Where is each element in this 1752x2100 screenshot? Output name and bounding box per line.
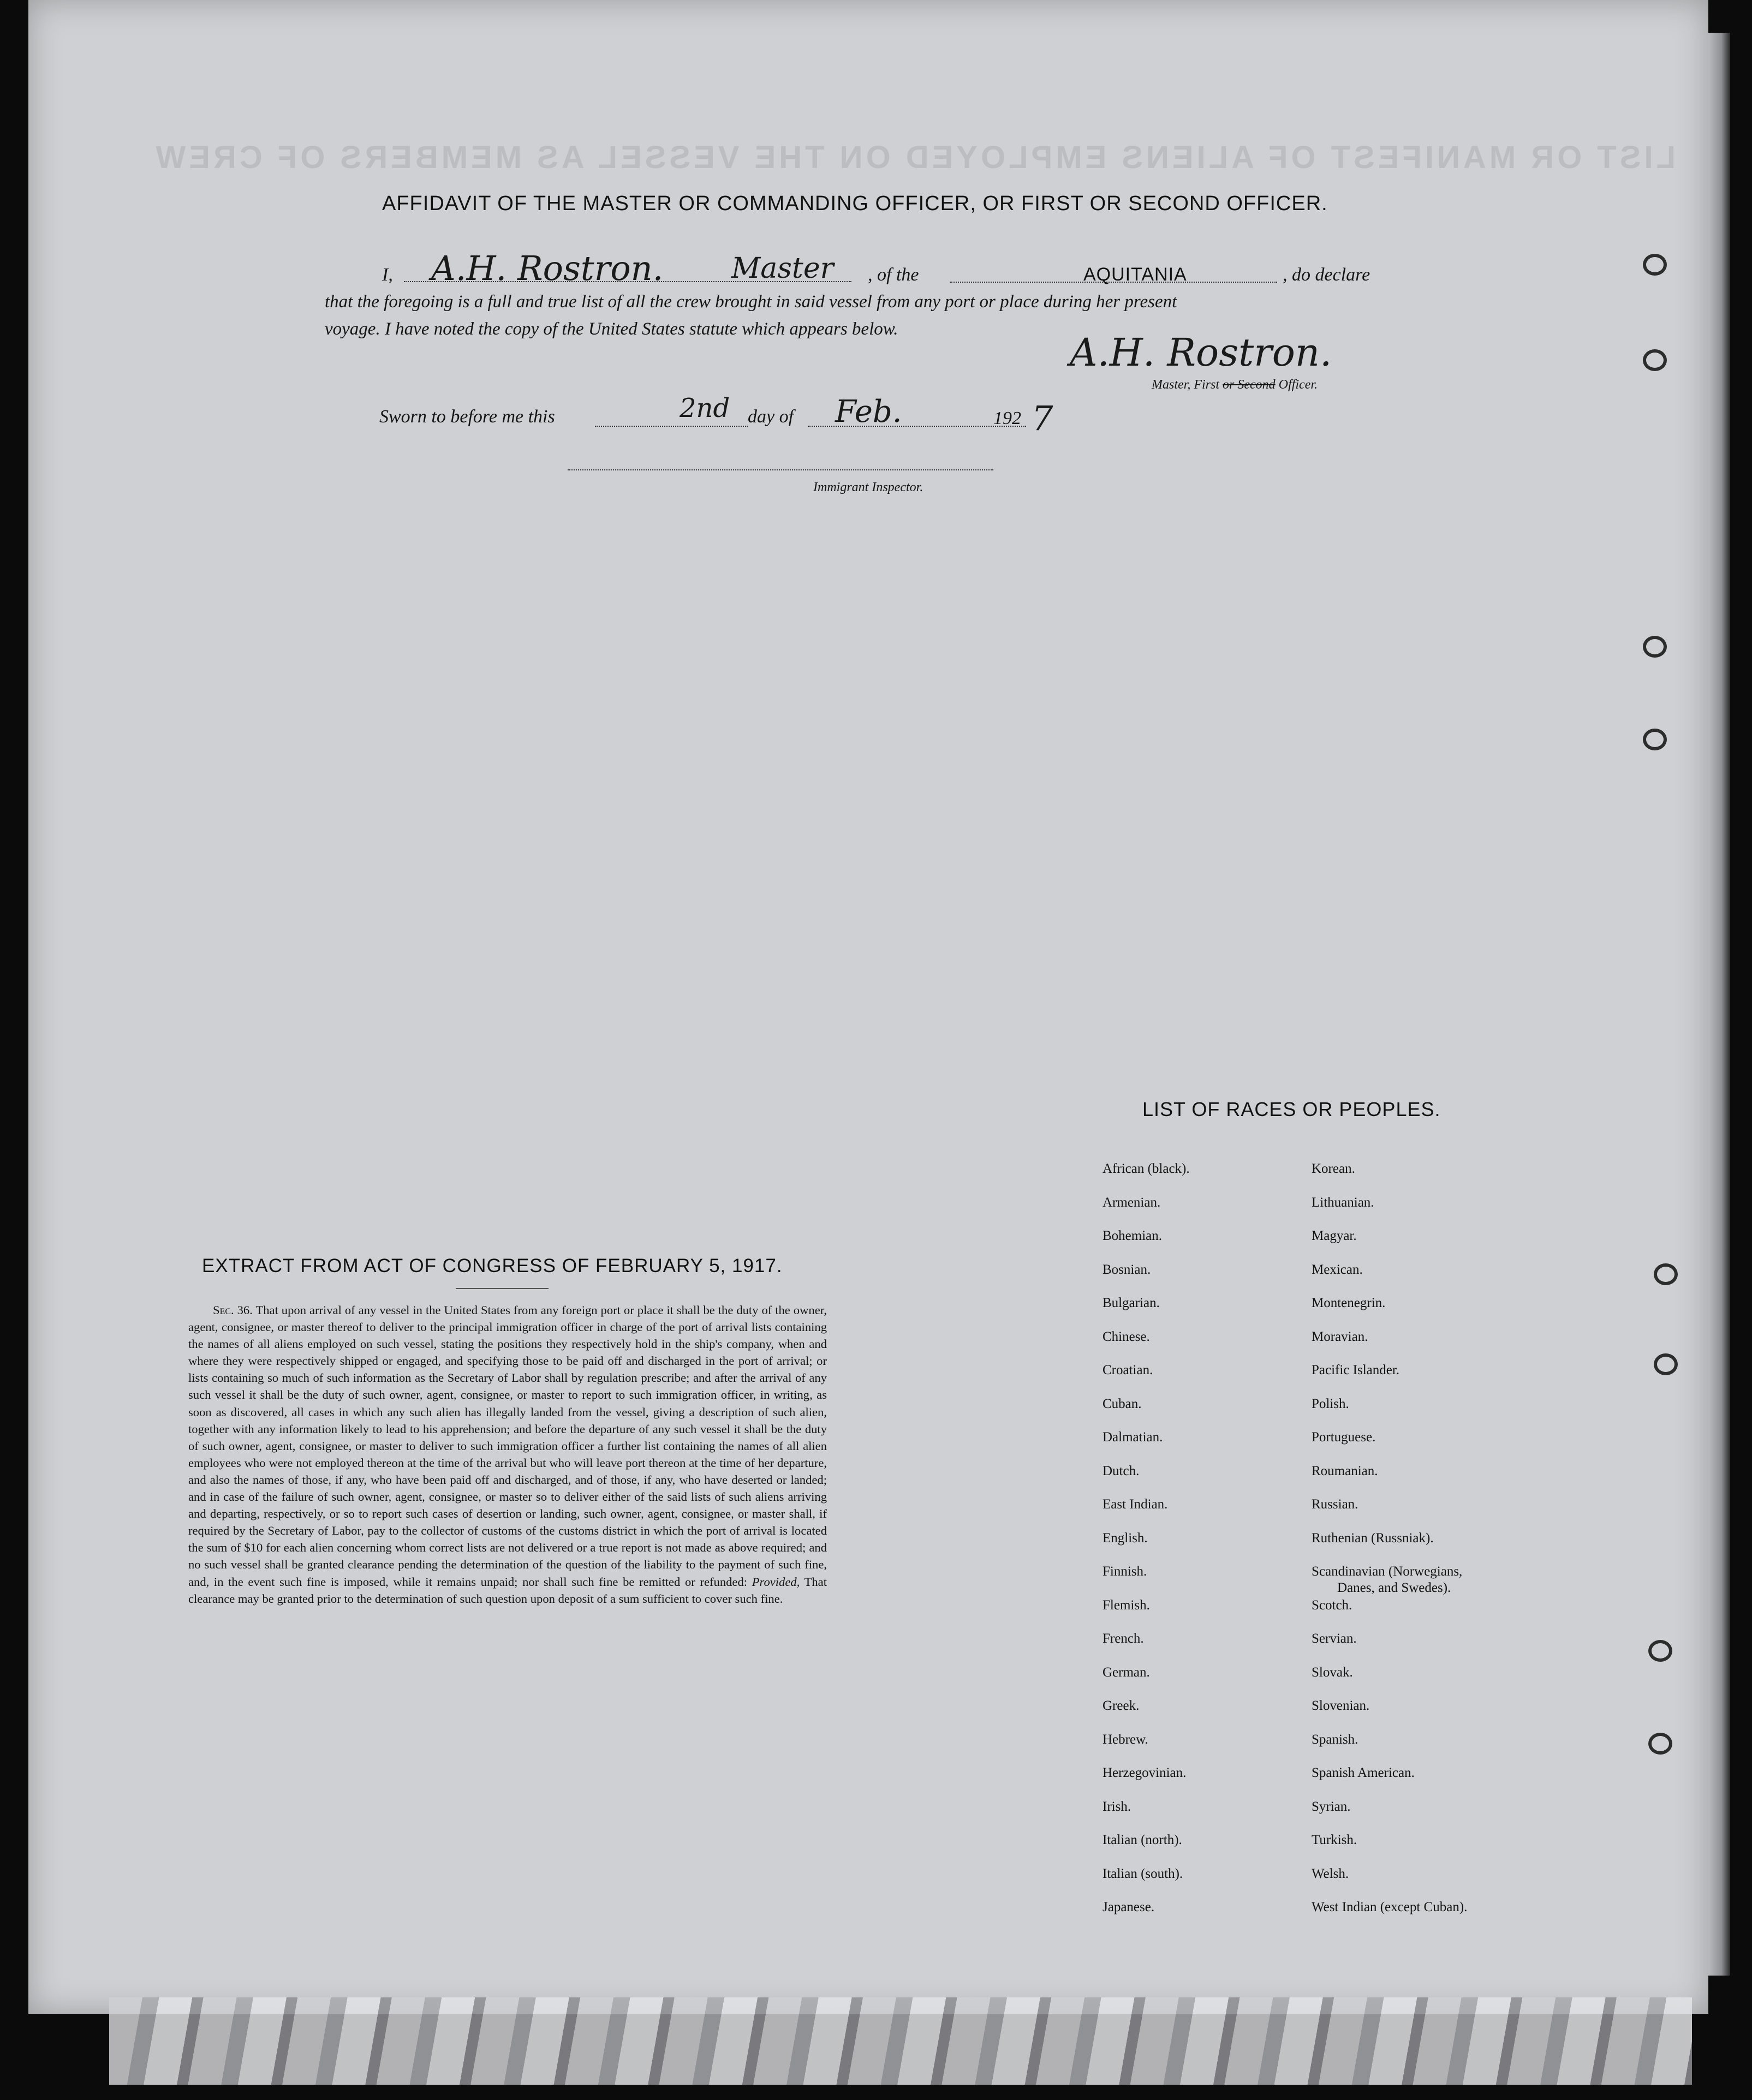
race-item: Slovenian. — [1312, 1698, 1370, 1713]
race-item: Bosnian. — [1103, 1262, 1151, 1277]
sworn-day-underline — [595, 426, 748, 427]
punch-hole — [1648, 1733, 1672, 1755]
punch-hole — [1643, 636, 1667, 658]
race-item: East Indian. — [1103, 1497, 1168, 1512]
race-item: Welsh. — [1312, 1866, 1349, 1881]
race-item: Polish. — [1312, 1396, 1349, 1411]
race-item-continuation: Danes, and Swedes). — [1337, 1580, 1451, 1595]
vessel-name: AQUITANIA — [1083, 264, 1187, 285]
race-item: Montenegrin. — [1312, 1296, 1386, 1310]
race-item: Spanish American. — [1312, 1765, 1415, 1780]
provided-word: Provided, — [752, 1574, 800, 1589]
extract-rule — [456, 1288, 549, 1289]
race-item: Greek. — [1103, 1698, 1140, 1713]
signature-caption — [1152, 378, 1318, 392]
race-item: Moravian. — [1312, 1329, 1368, 1344]
race-item: Flemish. — [1103, 1597, 1150, 1613]
page-edge — [1708, 33, 1730, 1976]
punch-hole — [1648, 1640, 1672, 1662]
race-item: Ruthenian (Russniak). — [1312, 1530, 1434, 1546]
race-item: Magyar. — [1312, 1228, 1357, 1243]
signature-caption-struck: or Second — [1223, 378, 1276, 392]
extract-title: EXTRACT FROM ACT OF CONGRESS OF FEBRUARY 5, 1917. — [202, 1255, 783, 1276]
punch-hole — [1643, 349, 1667, 371]
race-item: Italian (north). — [1103, 1833, 1182, 1847]
race-item: Dutch. — [1103, 1463, 1140, 1478]
race-item: Italian (south). — [1103, 1866, 1183, 1881]
race-item: Mexican. — [1312, 1262, 1363, 1277]
master-signature: A.H. Rostron. — [1070, 330, 1332, 375]
race-item: Servian. — [1312, 1631, 1357, 1646]
race-item: Pacific Islander. — [1312, 1363, 1400, 1377]
torn-bottom-edge — [109, 1997, 1692, 2085]
affidavit-line2: that the foregoing is a full and true list of all the crew brought in said vessel from any port or place during her present — [325, 292, 1177, 312]
race-item: African (black). — [1103, 1161, 1190, 1176]
punch-hole — [1643, 729, 1667, 750]
inspector-caption: Immigrant Inspector. — [813, 480, 923, 494]
sworn-day-of: day of — [748, 407, 794, 427]
race-item: Chinese. — [1103, 1329, 1150, 1344]
sworn-year-handwritten: 7 — [1032, 398, 1053, 438]
race-item: Syrian. — [1312, 1799, 1351, 1814]
race-item: West Indian (except Cuban). — [1312, 1900, 1468, 1914]
vessel-underline — [950, 282, 1277, 283]
sworn-day-handwritten: 2nd — [680, 393, 730, 423]
signature-caption-prefix: Master, First — [1152, 378, 1220, 392]
race-item: Russian. — [1312, 1497, 1358, 1512]
race-item: Japanese. — [1103, 1900, 1155, 1914]
do-declare-text: , do declare — [1283, 265, 1370, 285]
affidavit-line3: voyage. I have noted the copy of the United States statute which appears below. — [325, 319, 898, 339]
extract-text-end: That clearance may be granted prior to the determination of such question upon deposit of a sum sufficient to cover such fine. — [188, 1574, 827, 1606]
race-item: Spanish. — [1312, 1732, 1358, 1747]
race-item: French. — [1103, 1631, 1144, 1646]
race-item: Scotch. — [1312, 1597, 1352, 1613]
sworn-prefix: Sworn to before me this — [379, 407, 555, 427]
punch-hole — [1654, 1353, 1678, 1375]
race-item: Hebrew. — [1103, 1732, 1148, 1747]
sworn-month-handwritten: Feb. — [835, 394, 902, 429]
affidavit-title: AFFIDAVIT OF THE MASTER OR COMMANDING OFFICER, OR FIRST OR SECOND OFFICER. — [382, 192, 1328, 215]
master-name-handwritten: A.H. Rostron. — [431, 248, 664, 288]
signature-caption-suffix: Officer. — [1278, 378, 1318, 392]
race-item: Bohemian. — [1103, 1228, 1163, 1243]
race-item: Dalmatian. — [1103, 1430, 1163, 1445]
race-item: Portuguese. — [1312, 1430, 1376, 1445]
inspector-signature-line — [568, 469, 993, 470]
section-label: Sec. 36. — [213, 1303, 253, 1317]
race-item: English. — [1103, 1530, 1148, 1546]
race-item: Turkish. — [1312, 1833, 1357, 1847]
race-item: Armenian. — [1103, 1195, 1161, 1210]
of-the-text: , of the — [868, 265, 919, 285]
race-item: German. — [1103, 1665, 1150, 1680]
race-item: Lithuanian. — [1312, 1195, 1374, 1210]
extract-body — [188, 1302, 827, 1607]
race-item: Finnish. — [1103, 1564, 1147, 1579]
race-item: Roumanian. — [1312, 1463, 1378, 1478]
race-item: Cuban. — [1103, 1396, 1142, 1411]
sworn-year-printed: 192 — [993, 408, 1021, 428]
race-item: Herzegovinian. — [1103, 1765, 1187, 1780]
race-item: Slovak. — [1312, 1665, 1353, 1680]
race-item: Scandinavian (Norwegians, — [1312, 1564, 1463, 1579]
race-item: Korean. — [1312, 1161, 1355, 1176]
punch-hole — [1643, 254, 1667, 276]
affidavit-line1-prefix: I, — [382, 265, 393, 285]
race-item: Bulgarian. — [1103, 1296, 1160, 1310]
extract-text-main: That upon arrival of any vessel in the United States from any foreign port or place it shall be the duty of the owner, agent, consignee, or master thereof to deliver to the principal immigration officer in charge of the port of arrival lists containing the names of all aliens employed on such vessel, stating the positions they respectively hold in the ship's company, when and where they were respectively shipped or engaged, and specifying those to be paid off and discharged in the port of arrival; or lists containing so much of such information as the Secretary of Labor shall by regulation prescribe; and after the arrival of any such vessel it shall be the duty of such owner, agent, consignee, or master to report to such immigration officer, in writing, as soon as discovered, all cases in which any such alien has illegally landed from the vessel, giving a description of such alien, together with any information likely to lead to his apprehension; and before the departure of any such vessel it shall be the duty of such owner, agent, consignee, or master to deliver to such immigration officer a further list containing the names of all alien employees who were not employed thereon at the time of the arrival but who will leave port thereon at the time of her departure, and also the names of those, if any, who have been paid off and discharged, and of those, if any, who have deserted or landed; and in case of the failure of such owner, agent, consignee, or master so to deliver either of the said lists of such aliens arriving and departing, respectively, or so to report such cases of desertion or landing, such owner, agent, consignee, or master shall, if required by the Secretary of Labor, pay to the collector of customs of the customs district in which the port of arrival is located the sum of $10 for each alien concerning whom correct lists are not delivered or a true report is not made as above required; and no such vessel shall be granted clearance pending the determination of the question of the liability to the payment of such fine, and, in the event such fine is imposed, while it remains unpaid; nor shall such fine be remitted or refunded: — [188, 1303, 827, 1589]
race-item: Croatian. — [1103, 1363, 1153, 1377]
bleed-through-header: LIST OR MANIFEST OF ALIENS EMPLOYED ON THE VESSEL AS MEMBERS OF CREW — [152, 140, 1676, 175]
master-title-handwritten: Master — [731, 252, 834, 285]
races-title: LIST OF RACES OR PEOPLES. — [1142, 1098, 1441, 1120]
race-item: Irish. — [1103, 1799, 1131, 1814]
punch-hole — [1654, 1263, 1678, 1285]
